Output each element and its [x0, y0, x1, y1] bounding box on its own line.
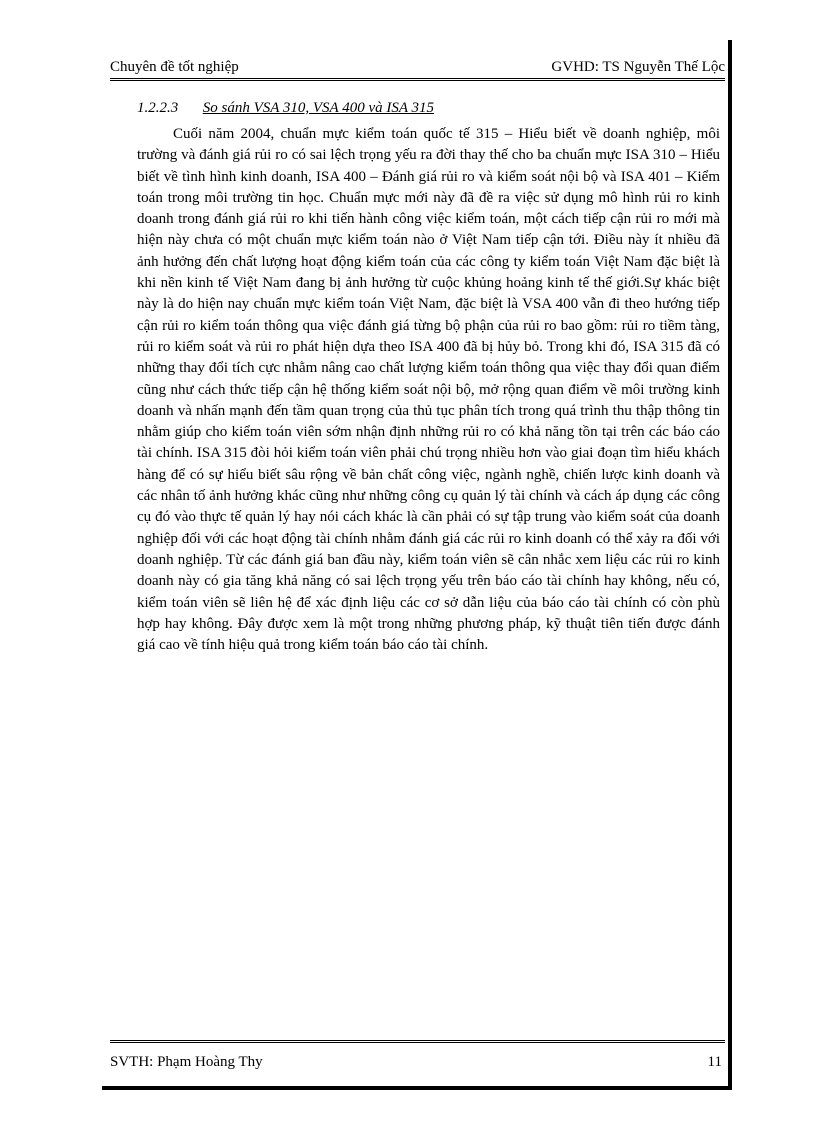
section-heading	[137, 100, 434, 117]
page-number: 11	[707, 1053, 722, 1070]
page-footer	[110, 1050, 722, 1074]
header-document-type: Chuyên đề tốt nghiệp	[110, 59, 239, 75]
footer-author: SVTH: Phạm Hoàng Thy	[110, 1053, 263, 1070]
header-rule	[110, 78, 725, 81]
footer-rule	[110, 1040, 725, 1043]
body-paragraph: Cuối năm 2004, chuẩn mực kiểm toán quốc tế 315 – Hiểu biết về doanh nghiệp, môi trường và đánh giá rủi ro có sai lệch trọng yếu ra đời thay thế cho ba chuẩn mực ISA 310 – Hiểu biết về tình hình kinh doanh, ISA 400 – Đánh giá rủi ro và kiểm soát nội bộ và ISA 401 – Kiểm toán trong môi trường tin học. Chuẩn mực mới này đã đề ra việc sử dụng mô hình rủi ro kinh doanh trong đánh giá rủi ro khi tiến hành công việc kiểm toán, một cách tiếp cận rủi ro mới mà hiện này chưa có một chuẩn mực kiểm toán nào ở Việt Nam tiếp cận tới. Điều này ít nhiều đã ảnh hưởng đến chất lượng hoạt động kiểm toán của các công ty kiểm toán Việt Nam đặc biệt là khi nền kinh tế Việt Nam đang bị ảnh hưởng từ cuộc khủng hoảng kinh tế thế giới.Sự khác biệt này là do hiện nay chuẩn mực kiểm toán Việt Nam, đặc biệt là VSA 400 vẫn đi theo hướng tiếp cận rủi ro kiểm toán thông qua việc đánh giá từng bộ phận của rủi ro bao gồm: rủi ro tiềm tàng, rủi ro kiểm soát và rủi ro phát hiện dựa theo ISA 400 đã bị hủy bỏ. Trong khi đó, ISA 315 đã có những thay đổi tích cực nhằm nâng cao chất lượng kiểm toán thông qua việc thay đổi quan điểm cũng như cách thức tiếp cận hệ thống kiểm soát nội bộ, mở rộng quan điểm về môi trường kinh doanh và nhấn mạnh đến tầm quan trọng của thủ tục phân tích trong quá trình thu thập thông tin nhằm giúp cho kiểm toán viên sớm nhận định những rủi ro có khả năng tồn tại trên các báo cáo tài chính. ISA 315 đòi hỏi kiểm toán viên phải chú trọng nhiều hơn vào giai đoạn tìm hiểu khách hàng để có sự hiểu biết sâu rộng về bản chất công việc, ngành nghề, chiến lược kinh doanh và các nhân tố ảnh hưởng khác cũng như những công cụ quản lý tài chính và cách áp dụng các công cụ đó vào thực tế quản lý hay nói cách khác là cần phải có sự tập trung vào kiểm soát của doanh nghiệp đối với các hoạt động tài chính nhằm đánh giá các rủi ro kinh doanh có thể xảy ra đối với doanh nghiệp. Từ các đánh giá ban đầu này, kiểm toán viên sẽ cân nhắc xem liệu các rủi ro kinh doanh này có gia tăng khả năng có sai lệch trọng yếu trên báo cáo tài chính hay không, nếu có, kiểm toán viên sẽ liên hệ để xác định liệu các cơ sở dẫn liệu của báo cáo tài chính có còn phù hợp hay không. Đây được xem là một trong những phương pháp, kỹ thuật tiên tiến được đánh giá cao về tính hiệu quả trong kiểm toán báo cáo tài chính.	[137, 126, 720, 654]
section-title: So sánh VSA 310, VSA 400 và ISA 315	[202, 100, 434, 116]
page-header	[110, 52, 725, 76]
header-supervisor: GVHD: TS Nguyễn Thế Lộc	[551, 59, 725, 75]
section-number: 1.2.2.3	[137, 100, 179, 116]
